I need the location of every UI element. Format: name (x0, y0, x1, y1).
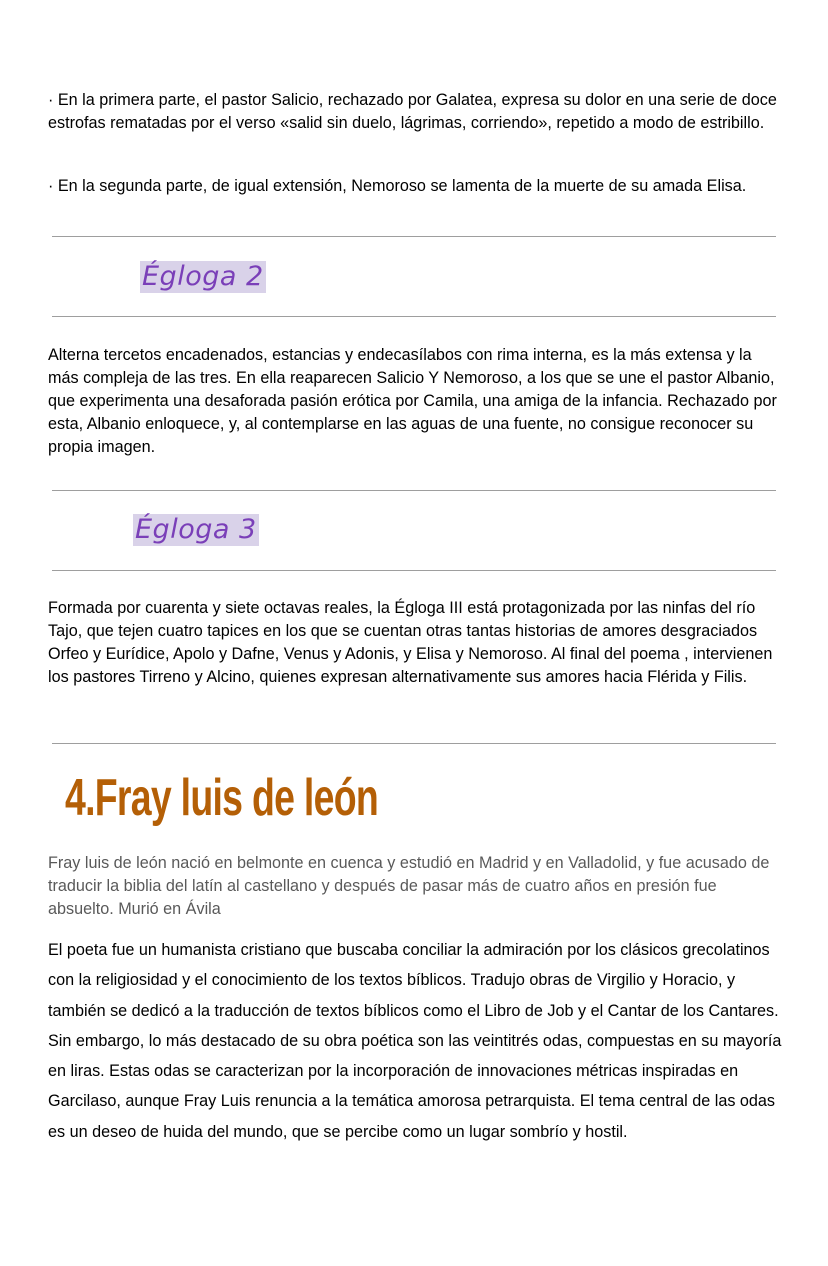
divider (52, 236, 776, 237)
egloga-2-text: Alterna tercetos encadenados, estancias y endecasílabos con rima interna, es la más extensa y la más compleja de las tres. En ella reaparecen Salicio Y Nemoroso, a los que se une el pastor Albanio, que experimenta una desaforada pasión erótica por Camila, una amiga de la infancia. Rechazado por esta, Albanio enloquece, y, al contemplarse en las aguas de una fuente, no consigue reconocer su propia imagen. (48, 346, 777, 456)
egloga-3-text: Formada por cuarenta y siete octavas reales, la Égloga III está protagonizada por las ninfas del río Tajo, que tejen cuatro tapices en los que se cuentan otras tantas historias de amores desgraciados Orfeo y Eurídice, Apolo y Dafne, Venus y Adonis, y Elisa y Nemoroso. Al final del poema , intervienen los pastores Tirreno y Alcino, quienes expresan alternativamente sus amores hacia Flérida y Filis. (48, 599, 773, 686)
bullet-segunda-parte: · En la segunda parte, de igual extensión, Nemoroso se lamenta de la muerte de su amada Elisa. (48, 177, 747, 195)
divider (52, 316, 776, 317)
fray-luis-bio: Fray luis de león nació en belmonte en cuenca y estudió en Madrid y en Valladolid, y fue acusado de traducir la biblia del latín al castellano y después de pasar más de cuatro años en presión fue absuelto. Murió en Ávila (48, 854, 770, 918)
fray-luis-heading: 4.Fray luis de león (65, 769, 378, 827)
divider (52, 743, 776, 744)
bullet-primera-parte: · En la primera parte, el pastor Salicio, rechazado por Galatea, expresa su dolor en una serie de doce estrofas rematadas por el verso «salid sin duelo, lágrimas, corriendo», repetido a modo de estribillo. (48, 91, 777, 132)
divider (52, 490, 776, 491)
egloga-2-heading: Égloga 2 (142, 261, 264, 292)
egloga-3-heading: Égloga 3 (135, 514, 257, 545)
divider (52, 570, 776, 571)
fray-luis-text: El poeta fue un humanista cristiano que buscaba conciliar la admiración por los clásicos grecolatinos con la religiosidad y el conocimiento de los textos bíblicos. Tradujo obras de Virgilio y Horacio, y también se dedicó a la traducción de textos bíblicos como el Libro de Job y el Cantar de los Cantares. Sin embargo, lo más destacado de su obra poética son las veintitrés odas, compuestas en su mayoría en liras. Estas odas se caracterizan por la incorporación de innovaciones métricas inspiradas en Garcilaso, aunque Fray Luis renuncia a la temática amorosa petrarquista. El tema central de las odas es un deseo de huida del mundo, que se percibe como un lugar sombrío y hostil. (48, 941, 782, 1141)
